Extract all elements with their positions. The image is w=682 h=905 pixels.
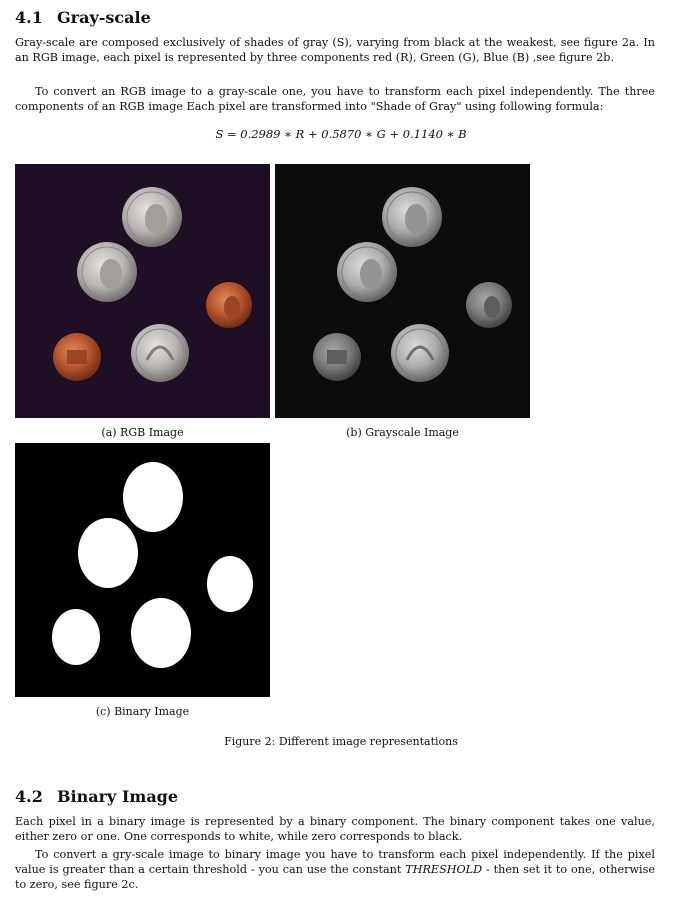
binary-blob-top xyxy=(123,462,183,532)
binary-blob-bottom-left xyxy=(52,609,100,665)
paragraph-binary-conversion xyxy=(15,848,655,892)
penny-coin-left xyxy=(53,333,101,381)
paragraph-binary-intro: Each pixel in a binary image is represented by a binary component. The binary component takes one value, either zero or one. One corresponds to white, while zero corresponds to black. xyxy=(15,815,655,843)
binary-blob-bottom xyxy=(131,598,191,668)
threshold-constant: THRESHOLD xyxy=(405,862,483,876)
penny-coin-right xyxy=(206,282,252,328)
grayscale-formula xyxy=(0,126,682,142)
section-number: 4.2 xyxy=(15,787,43,806)
paragraph-grayscale-conversion: To convert an RGB image to a gray-scale one, you have to transform each pixel independently. The three components of an RGB image Each pixel are transformed into "Shade of Gray" using following formula: xyxy=(15,85,655,113)
figure-caption: Figure 2: Different image representations xyxy=(224,735,458,748)
gray-penny-right xyxy=(466,282,512,328)
section-title: Binary Image xyxy=(57,787,179,806)
gray-quarter-top xyxy=(382,187,442,247)
rgb-coins-image xyxy=(15,164,270,418)
binary-blob-left xyxy=(78,518,138,588)
binary-coins-image xyxy=(15,443,270,697)
gray-penny-left xyxy=(313,333,361,381)
caption-grayscale-image: (b) Grayscale Image xyxy=(346,426,459,439)
quarter-coin-top xyxy=(122,187,182,247)
gray-quarter-bottom xyxy=(391,324,449,382)
binary-text-pre: To convert a gry-scale image to binary image you have to transform each pixel independently. If the pixel value is greater than a certain threshold - you can use the constant xyxy=(15,848,655,876)
section-number: 4.1 xyxy=(15,8,43,27)
section-title: Gray-scale xyxy=(57,8,151,27)
paragraph-grayscale-intro: Gray-scale are composed exclusively of shades of gray (S), varying from black at the weakest, see figure 2a. In an RGB image, each pixel is represented by three components red (R), Green (G), Blue (B) ,see figure 2b. xyxy=(15,36,655,64)
binary-blob-right xyxy=(207,556,253,612)
formula-text: S = 0.2989 ∗ R + 0.5870 ∗ G + 0.1140 ∗ B xyxy=(215,127,467,141)
section-heading-binary xyxy=(15,787,178,807)
caption-binary-image: (c) Binary Image xyxy=(95,705,190,718)
binary-text-post: - then set it to one, otherwise to zero, see figure 2c. xyxy=(15,862,655,891)
quarter-coin-left xyxy=(77,242,137,302)
quarter-coin-bottom xyxy=(131,324,189,382)
section-heading-grayscale xyxy=(15,8,151,28)
gray-quarter-left xyxy=(337,242,397,302)
caption-rgb-image: (a) RGB Image xyxy=(101,426,184,439)
grayscale-coins-image xyxy=(275,164,530,418)
